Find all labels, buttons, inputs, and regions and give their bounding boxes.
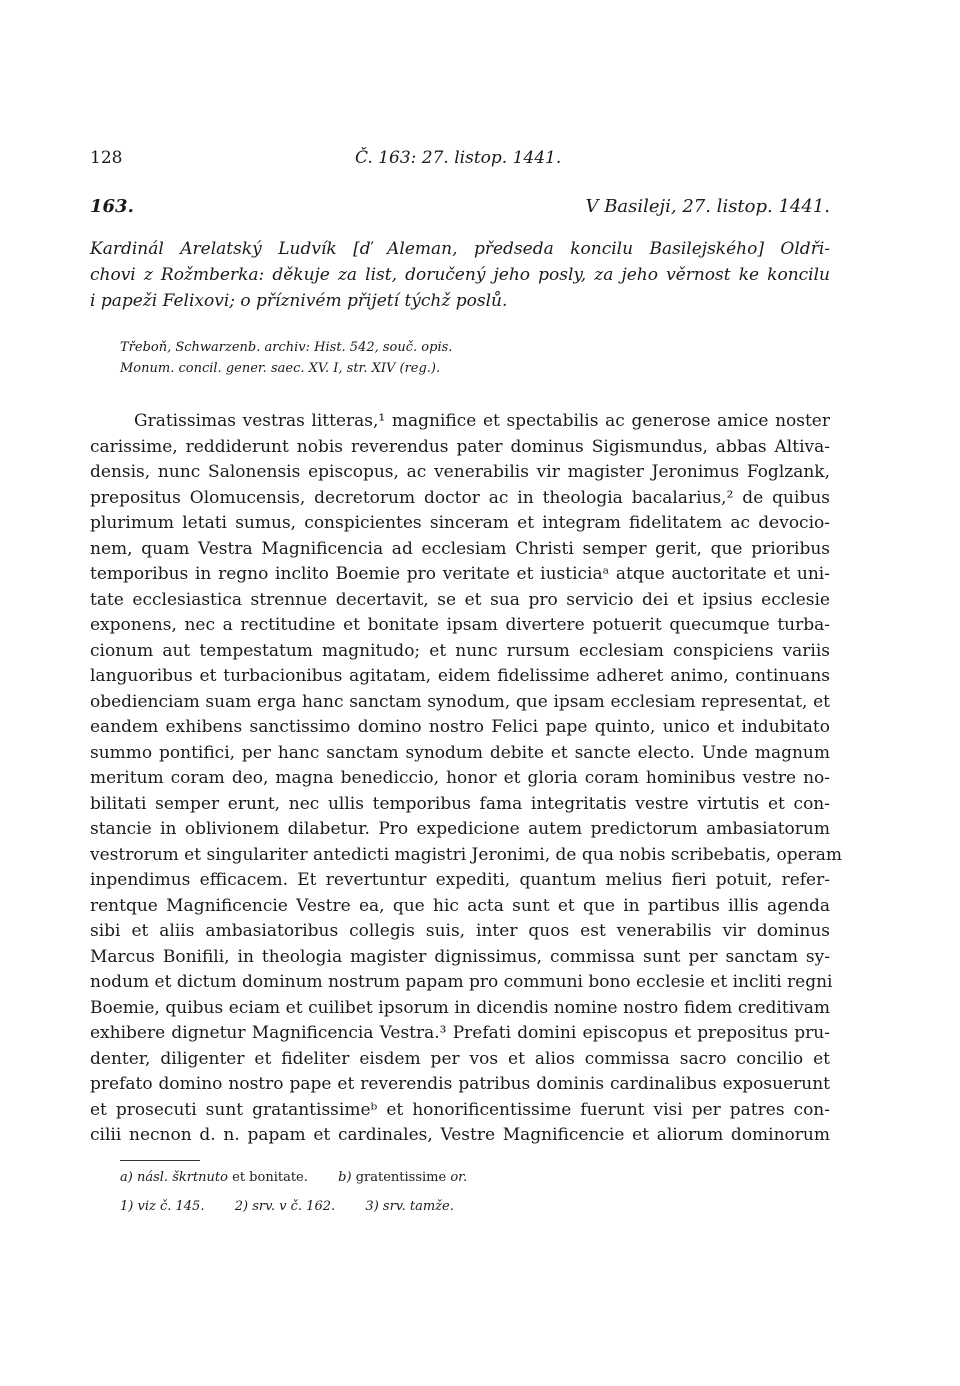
regest-line: chovi z Rožmberka: děkuje za list, doručený jeho posly, za jeho věrnost ke koncilu [90, 265, 830, 285]
footnotes [120, 1163, 820, 1221]
text-line: vestrorum et singulariter antedicti magistri Jeronimi, de qua nobis scribebatis, operam [90, 844, 843, 865]
footnote-b-label: b) [338, 1170, 352, 1185]
text-line: exponens, nec a rectitudine et bonitate ipsam divertere potuerit quecumque turba- [90, 615, 830, 635]
text-line: et prosecuti sunt gratantissimeᵇ et honorificentissime fuerunt visi per patres con- [90, 1099, 830, 1120]
text-line: nem, quam Vestra Magnificencia ad ecclesiam Christi semper gerit, que prioribus [90, 538, 830, 559]
page-number: 128 [90, 148, 123, 168]
text-line: bilitati semper erunt, nec ullis temporibus fama integritatis vestre virtutis et con- [90, 793, 830, 814]
regest-line: i papeži Felixovi; o příznivém přijetí týchž poslů. [90, 291, 508, 311]
edition-source: Monum. concil. gener. saec. XV. I, str. XIV (reg.). [120, 361, 441, 376]
textual-notes [120, 1163, 820, 1192]
text-line: languoribus et turbacionibus agitatam, eidem fidelissime adheret animo, continuans [90, 666, 830, 686]
text-line: eandem exhibens sanctissimo domino nostro Felici pape quinto, unico et indubitato [90, 717, 830, 737]
text-line: Boemie, quibus eciam et cuilibet ipsorum in dicendis nomine nostro fidem creditivam [90, 997, 830, 1018]
text-line: rentque Magnificencie Vestre ea, que hic acta sunt et que in partibus illis agenda [90, 895, 830, 916]
footnote-b-text: gratentissime [355, 1170, 447, 1185]
footnote-divider [120, 1160, 200, 1161]
text-line: obedienciam suam erga hanc sanctam synodum, que ipsam ecclesiam representat, et [90, 691, 830, 712]
text-line: prepositus Olomucensis, decretorum doctor ac in theologia bacalarius,² de quibus [90, 487, 830, 508]
regest-line: Kardinál Arelatský Ludvík [ď Aleman, předseda koncilu Basilejského] Oldři- [90, 239, 830, 259]
text-line: prefato domino nostro pape et reverendis patribus dominis cardinalibus exposuerunt [90, 1074, 830, 1094]
text-line: summo pontifici, per hanc sanctam synodum debite et sancte electo. Unde magnum [90, 742, 830, 763]
text-line: cionum aut tempestatum magnitudo; et nunc rursum ecclesiam conspiciens variis [90, 640, 830, 661]
document-number: 163. [90, 196, 134, 217]
text-line: sibi et aliis ambasiatoribus collegis suis, inter quos est venerabilis vir dominus [90, 921, 830, 941]
document-heading [90, 196, 830, 222]
text-line: temporibus in regno inclito Boemie pro veritate et iusticiaᵃ atque auctoritate et uni- [90, 564, 830, 584]
archive-source: Třeboň, Schwarzenb. archiv: Hist. 542, souč. opis. [120, 340, 453, 355]
running-title: Č. 163: 27. listop. 1441. [355, 148, 562, 168]
text-line: nodum et dictum dominum nostrum papam pro communi bono ecclesie et incliti regni [90, 972, 833, 992]
text-line: cilii necnon d. n. papam et cardinales, Vestre Magnificencie et aliorum dominorum [90, 1125, 830, 1145]
document-place-date: V Basileji, 27. listop. 1441. [585, 196, 830, 217]
text-line: Marcus Bonifili, in theologia magister dignissimus, commissa sunt per sanctam sy- [90, 946, 830, 967]
text-line: inpendimus efficacem. Et revertuntur expediti, quantum melius fieri potuit, refer- [90, 870, 830, 890]
footnote-a-italic: škrtnuto [172, 1170, 228, 1185]
text-line: meritum coram deo, magna benediccio, honor et gloria coram hominibus vestre no- [90, 768, 830, 788]
text-line: exhibere dignetur Magnificencia Vestra.³ Prefati domini episcopus et prepositus pru- [90, 1023, 830, 1043]
text-line: densis, nunc Salonensis episcopus, ac venerabilis vir magister Jeronimus Foglzank, [90, 462, 830, 482]
footnote-a-text: et bonitate. [232, 1170, 308, 1185]
text-line: tate ecclesiastica strennue decertavit, se et sua pro servicio dei et ipsius ecclesie [90, 589, 830, 610]
text-line: plurimum letati sumus, conspicientes sinceram et integram fidelitatem ac devocio- [90, 513, 830, 533]
footnote-b-italic: or. [450, 1170, 468, 1185]
explanatory-notes [120, 1192, 820, 1221]
text-line: carissime, reddiderunt nobis reverendus pater dominus Sigismundus, abbas Altiva- [90, 436, 830, 457]
letter-text [90, 409, 843, 1149]
source-references [120, 337, 820, 379]
regest [90, 236, 830, 314]
footnote-a-label: a) násl. [120, 1170, 169, 1185]
text-line: stancie in oblivionem dilabetur. Pro expedicione autem predictorum ambasiatorum [90, 819, 830, 839]
running-head [90, 148, 830, 172]
text-line: Gratissimas vestras litteras,¹ magnifice et spectabilis ac generose amice noster [134, 411, 830, 431]
footnote-3: 3) srv. tamže. [365, 1199, 454, 1214]
footnote-2: 2) srv. v č. 162. [234, 1199, 336, 1214]
text-line: denter, diligenter et fideliter eisdem per vos et alios commissa sacro concilio et [90, 1048, 830, 1069]
footnote-1: 1) viz č. 145. [120, 1199, 205, 1214]
